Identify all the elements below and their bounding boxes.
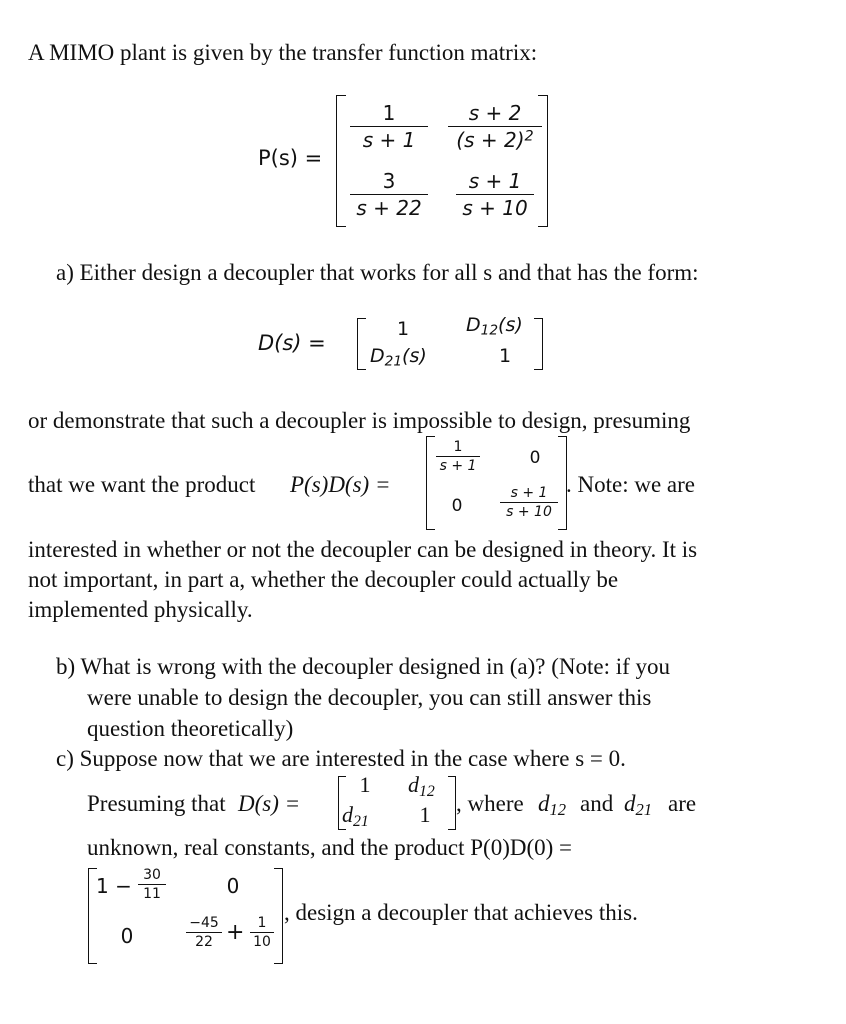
target-t11 bbox=[436, 438, 480, 475]
product-expression: P(s)D(s) = bbox=[290, 472, 391, 497]
p22-numerator: s + 1 bbox=[468, 169, 522, 193]
decoupler-d21: $D_{21}(s)$ bbox=[370, 345, 427, 370]
t22-numerator: s + 1 bbox=[510, 485, 548, 501]
part-c-m11-fraction bbox=[138, 866, 166, 903]
part-c-m21: 0 bbox=[120, 924, 134, 948]
t22-denominator: s + 10 bbox=[506, 504, 552, 520]
plant-lhs: P(s) = bbox=[258, 146, 323, 170]
p12-numerator: s + 2 bbox=[468, 101, 522, 125]
part-c-d22: 1 bbox=[419, 802, 431, 827]
part-b-line1: b) What is wrong with the decoupler designed in (a)? (Note: if you bbox=[56, 654, 671, 679]
p11-numerator: 1 bbox=[382, 101, 396, 125]
part-c-d12: $d_{12}$ bbox=[408, 772, 435, 800]
decoupler-lhs: D(s) = bbox=[258, 331, 326, 355]
m22-denominator2: 10 bbox=[253, 934, 271, 950]
m22-numerator2: 1 bbox=[257, 915, 267, 931]
decoupler-right-bracket bbox=[534, 318, 543, 370]
part-c-line3: unknown, real constants, and the product P(0)D(0) = bbox=[87, 835, 572, 860]
p21-denominator: s + 22 bbox=[356, 196, 422, 220]
part-b-line3: question theoretically) bbox=[87, 716, 294, 741]
part-a-line3-post: . Note: we are bbox=[566, 472, 695, 497]
part-c-m11-one: 1 − bbox=[96, 874, 132, 898]
m22-numerator1: −45 bbox=[189, 915, 219, 931]
p21-numerator: 3 bbox=[382, 169, 396, 193]
part-c-dlhs: D(s) = bbox=[238, 791, 301, 816]
part-c-d21: $d_{21}$ bbox=[342, 802, 369, 830]
part-c-m12: 0 bbox=[226, 874, 240, 898]
m11-denominator: 11 bbox=[143, 886, 161, 902]
plant-p22 bbox=[456, 168, 534, 221]
part-c-line2-and: and bbox=[580, 791, 614, 816]
part-c-m22-fraction2 bbox=[250, 914, 274, 951]
decoupler-d22: 1 bbox=[498, 345, 512, 367]
part-c-product-right-bracket bbox=[274, 868, 283, 964]
plant-p12 bbox=[448, 100, 542, 153]
part-c-line2-mid: , where bbox=[456, 791, 524, 816]
part-c-right-bracket bbox=[448, 776, 456, 830]
plant-p21 bbox=[350, 168, 428, 221]
decoupler-left-bracket bbox=[357, 318, 366, 370]
part-c-m22-plus: + bbox=[226, 920, 245, 945]
part-a-line5: not important, in part a, whether the decoupler could actually be bbox=[28, 567, 619, 592]
part-a-line4: interested in whether or not the decoupler can be designed in theory. It is bbox=[28, 537, 698, 562]
p22-denominator: s + 10 bbox=[462, 196, 528, 220]
target-left-bracket bbox=[426, 436, 435, 530]
part-a-line6: implemented physically. bbox=[28, 597, 253, 622]
target-t12: 0 bbox=[529, 448, 541, 468]
target-t22 bbox=[500, 484, 558, 521]
intro-text: A MIMO plant is given by the transfer function matrix: bbox=[28, 40, 538, 65]
part-c-m22-fraction1 bbox=[186, 914, 222, 951]
decoupler-d12: $D_{12}(s)$ bbox=[466, 314, 523, 339]
t11-denominator: s + 1 bbox=[439, 458, 477, 474]
part-c-line2-pre: Presuming that bbox=[87, 791, 226, 816]
part-c-d11: 1 bbox=[359, 772, 371, 797]
decoupler-d11: 1 bbox=[396, 318, 410, 340]
part-c-d21-inline: $d_{21}$ bbox=[624, 791, 653, 820]
part-c-line2-post: are bbox=[668, 791, 697, 816]
part-a-line3-pre: that we want the product bbox=[28, 472, 256, 497]
plant-p11 bbox=[350, 100, 428, 153]
t11-numerator: 1 bbox=[453, 439, 463, 455]
plant-left-bracket bbox=[336, 95, 346, 227]
p12-denominator: $(s + 2)^2$ bbox=[456, 128, 534, 152]
target-t21: 0 bbox=[451, 496, 463, 516]
part-a-text: a) Either design a decoupler that works for all s and that has the form: bbox=[56, 260, 699, 285]
m22-denominator1: 22 bbox=[195, 934, 213, 950]
part-c-line1: c) Suppose now that we are interested in the case where s = 0. bbox=[56, 746, 626, 771]
part-c-line4: , design a decoupler that achieves this. bbox=[284, 900, 638, 925]
m11-numerator: 30 bbox=[143, 867, 161, 883]
part-c-d12-inline: $d_{12}$ bbox=[538, 791, 567, 820]
part-b-line2: were unable to design the decoupler, you can still answer this bbox=[87, 685, 652, 710]
p11-denominator: s + 1 bbox=[362, 128, 416, 152]
part-a-line2: or demonstrate that such a decoupler is impossible to design, presuming bbox=[28, 408, 691, 433]
